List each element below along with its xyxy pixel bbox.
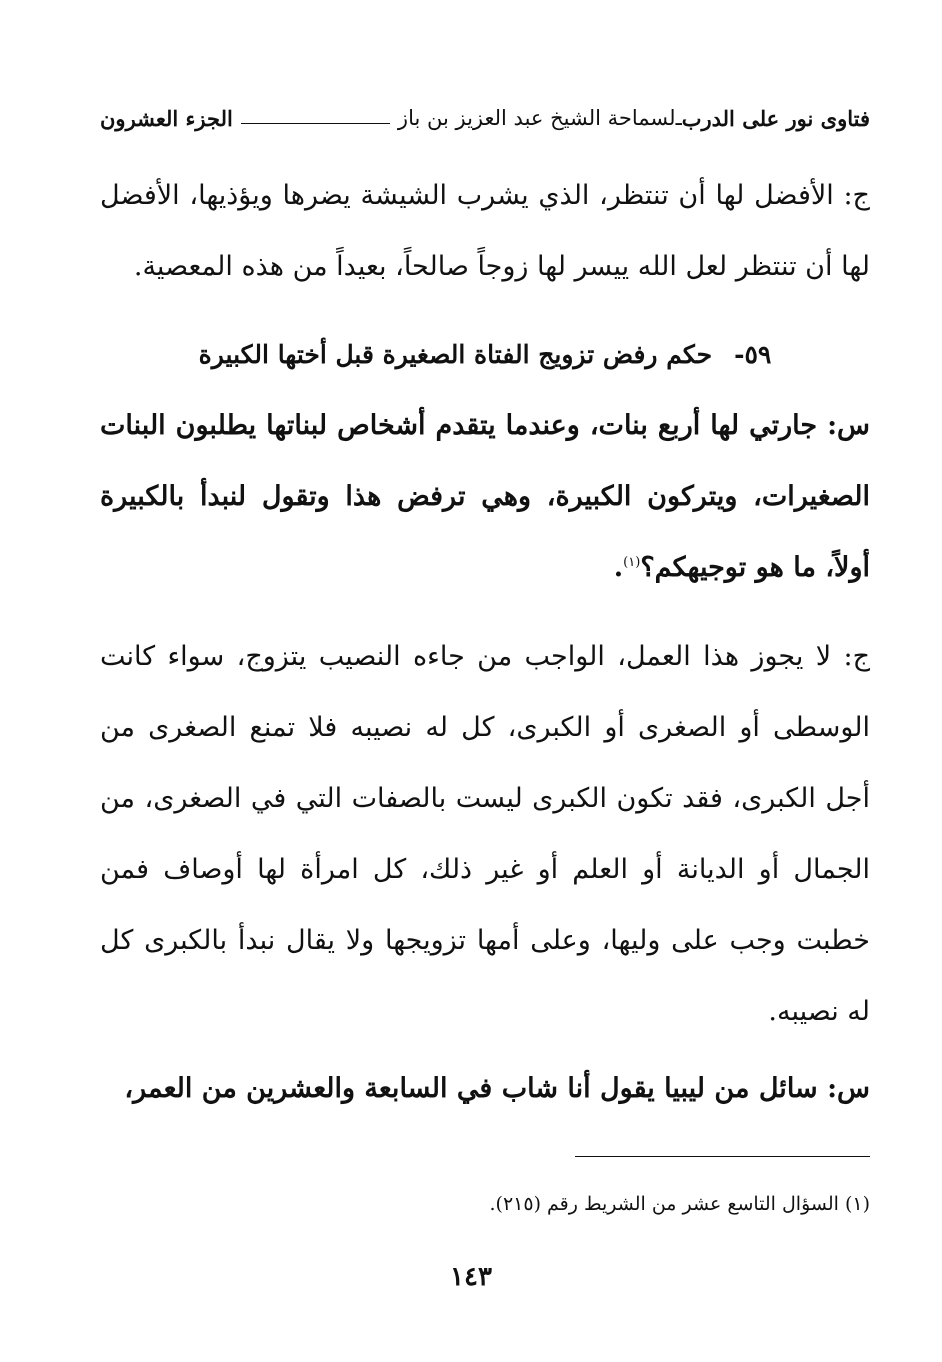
answer-paragraph-1: ج: الأفضل لها أن تنتظر، الذي يشرب الشيشة يضرها ويؤذيها، الأفضل لها أن تنتظر لعل الله ييسر لها زوجاً صالحاً، بعيداً من هذه المعصية. [100,180,870,282]
book-title: فتاوى نور على الدرب [681,105,870,131]
footnote: (١) السؤال التاسع عشر من الشريط رقم (٢١٥). [489,1193,870,1215]
question-end-mark: . [613,552,624,583]
spacer [100,603,870,621]
section-heading [100,320,870,390]
header-dash: ـ [675,106,682,130]
question-paragraph-1 [100,390,870,603]
footnote-separator [575,1156,870,1157]
spacer [100,302,870,320]
volume-label: الجزء العشرون [100,105,233,131]
answer-paragraph-2: ج: لا يجوز هذا العمل، الواجب من جاءه النصيب يتزوج، سواء كانت الوسطى أو الصغرى أو الكبرى، كل له نصيبه فلا تمنع الصغرى من أجل الكبرى، فقد تكون الكبرى ليست بالصفات التي في الصغرى، من الجمال أو الديانة أو العلم أو غير ذلك، كل امرأة لها أوصاف فمن خطبت وجب على وليها، وعلى أمها تزويجها ولا يقال نبدأ بالكبرى كل له نصيبه. [100,641,870,1027]
section-title: حكم رفض تزويج الفتاة الصغيرة قبل أختها الكبيرة [198,340,713,369]
question-paragraph-2: س: سائل من ليبيا يقول أنا شاب في السابعة والعشرين من العمر، [124,1073,870,1104]
running-header [100,98,870,138]
question-text: س: جارتي لها أربع بنات، وعندما يتقدم أشخاص لبناتها يطلبون البنات الصغيرات، ويتركون الكبيرة، وهي ترفض هذا وتقول لنبدأ بالكبيرة أولاً، ما هو توجيهكم؟ [100,410,870,583]
footnote-reference: (١) [623,555,641,570]
header-separator-line [241,123,390,124]
page-number: ١٤٣ [450,1262,492,1292]
page-body [100,160,870,1124]
section-number: ٥٩- [734,340,772,369]
author-name: لسماحة الشيخ عبد العزيز بن باز [397,106,676,130]
